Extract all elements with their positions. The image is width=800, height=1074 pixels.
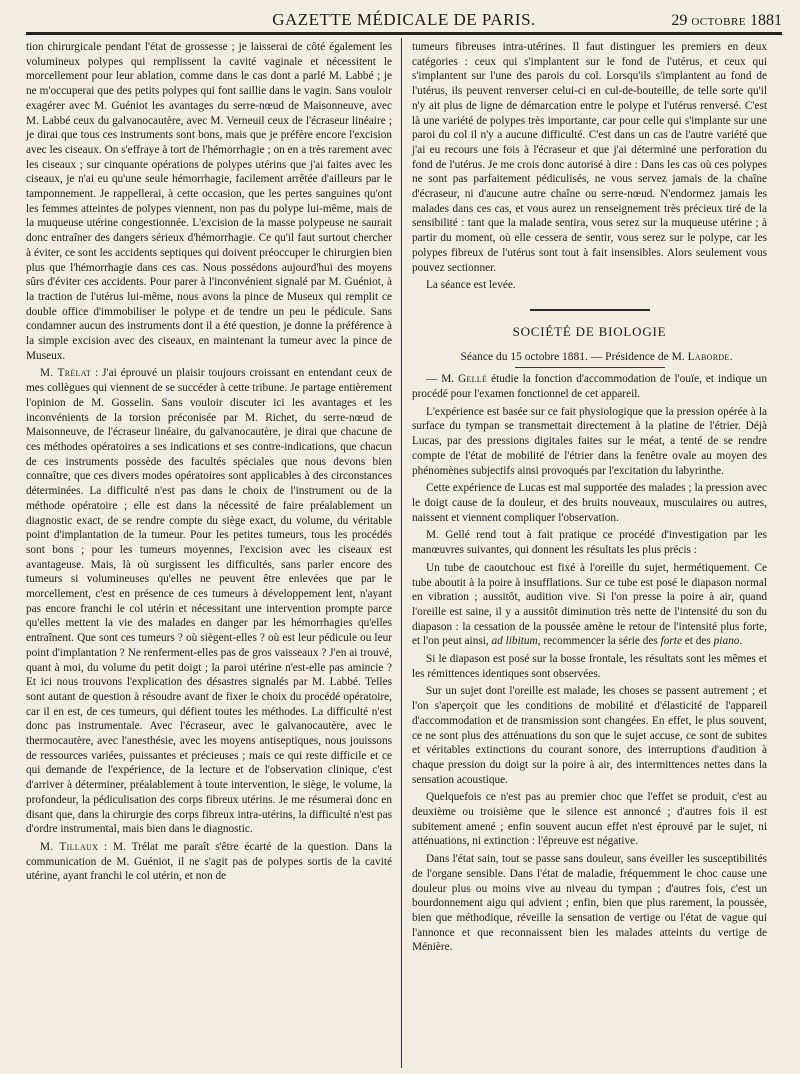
paragraph: M. Gellé rend tout à fait pratique ce procédé d'investigation par les manœuvres suivantes, qui donnent les résultats les plus précis : xyxy=(412,529,767,557)
paragraph: tion chirurgicale pendant l'état de grossesse ; je laisserai de côté également les volumineux polypes qui remplissent la cavité vaginale et nécessitent le morcellement pour leur ablation, comme dans le cas dont a parlé M. Labbé ; je ne m'occuperai que des petits polypes qui font saillie dans le vagin. Sans vouloir exagérer avec M. Guéniot les avantages du serre-nœud de Maisonneuve, avec M. Labbé ceux du galvanocautère, avec M. Verneuil ceux de l'écraseur linéaire ; je dirai que tous ces instruments sont bons, mais que je préfère encore l'excision avec les ciseaux. On s'effraye à tort de l'hémorrhagie ; on en a très rarement avec les ciseaux ; sur cinquante opérations de polypes utérins que j'ai faites avec les ciseaux, je n'ai eu qu'une seule hémorrhagie, facilement arrêtée d'ailleurs par le tamponnement. Je rappellerai, à cette occasion, que les pertes sanguines qu'ont les femmes atteintes de polypes viennent, non pas du polype lui-même, mais de la muqueuse utérine congestionnée. L'excision de la masse polypeuse ne saurait donc entraîner des dangers sérieux d'hémorrhagie. Ce qu'il faut surtout chercher à éviter, ce sont les accidents septiques qui doivent préoccuper le chirurgien bien plus que l'hémorrhagie dans ces cas. Nous possédons aujourd'hui des moyens sûrs d'éviter ces accidents. Pour parer à l'inconvénient signalé par M. Guéniot, à la traction de l'utérus lui-même, nous avons la pince de Museux qui remplit ce double office d'immobiliser le polype et de tendre un peu le pédicule. Sans condamner aucun des instruments dont il a été question, je donne la préférence à la simple excision avec des ciseaux, en maintenant la tumeur avec la pince de Museux. xyxy=(26,41,392,362)
issue-day: 29 xyxy=(671,12,688,29)
issue-year: 1881 xyxy=(750,12,782,29)
paragraph: Dans l'état sain, tout se passe sans douleur, sans éveiller les susceptibilités de l'organe sensible. Dans l'état de maladie, fréquemment le choc cause une douleur plus ou moins vive au niveau du tympan ; d'autres fois, c'est un bourdonnement aigu qui advient ; enfin, bien que plus rarement, la poussée, bien que méthodique, réveille la sensation de vertige ou l'état de vague qui l'annonce et que reconnaissent bien les malades atteints du vertige de Ménière. xyxy=(412,853,767,954)
italic-run: ad libitum xyxy=(491,635,538,648)
seance-line xyxy=(412,350,767,365)
text-run: et des xyxy=(681,635,714,648)
paragraph: tumeurs fibreuses intra-utérines. Il faut distinguer les premiers en deux catégories : ceux qui s'implantent sur le fond de l'utérus, et ceux qui s'implantent sur l'une des parois du col. Lorsqu'ils s'implantent au fond de l'utérus, ils peuvent renverser celui-ci en cul-de-bouteille, de telle sorte qu'il n'y ait plus de ligne de démarcation entre le polype et l'utérus renversé. C'est là une variété de polypes très importante, car pour celle qui s'implante sur une paroi du col il n'y a aucune difficulté. C'est dans un cas de l'autre variété que j'ai eu recours une fois à l'écraseur et que j'ai déterminé une perforation du fond de l'utérus. Je me crois donc autorisé à dire : Dans les cas où ces polypes ne sont pas parfaitement pédiculisés, ne vous servez jamais de la chaîne d'écraseur, ni d'aucune autre chaîne ou serre-nœud. N'endormez jamais les malades dans ces cas, et vous aurez un renseignement très précieux tiré de la sensibilité : tant que la malade sentira, vous serez sur la muqueuse utérine ; à partir du moment, où elle cessera de sentir, vous serez sur le polype, car les polypes fibreux de l'utérus sont tout à fait insensibles. Alors seulement vous pouvez sectionner. xyxy=(412,41,767,274)
seance-rule xyxy=(515,367,665,368)
text-run: . xyxy=(739,635,743,648)
seance-suffix: . xyxy=(729,350,733,363)
issue-month: OCTOBRE xyxy=(691,16,746,28)
dash-prefix: — M. xyxy=(426,373,458,386)
paragraph: Quelquefois ce n'est pas au premier choc que l'effet se produit, c'est au deuxième ou troisième que le silence est annoncé ; d'autres fois il est subitement amené ; enfin souvent aucun effet n'est éprouvé par le sujet, ni atténuations, ni extinction : l'épreuve est négative. xyxy=(412,791,767,848)
speaker-name: M. Trélat xyxy=(40,367,92,380)
speaker-text: : M. Trélat me paraît s'être écarté de la question. Dans la communication de M. Guéniot, il ne s'agit pas de polypes sortis de la cavité utérine, ayant franchi le col utérin, et non de xyxy=(26,840,392,883)
paragraph xyxy=(26,366,392,837)
speaker-name: M. Tillaux xyxy=(40,840,99,853)
president-name: Laborde xyxy=(687,350,730,363)
paragraph: Si le diapason est posé sur la bosse frontale, les résultats sont les mêmes et les rémittences identiques sont observées. xyxy=(412,653,767,680)
italic-run: piano xyxy=(713,635,740,648)
issue-date xyxy=(671,12,782,30)
running-header xyxy=(26,4,782,35)
paragraph xyxy=(26,840,392,884)
paragraph: Cette expérience de Lucas est mal supportée des malades ; la pression avec le doigt cause de la douleur, et des bruits nouveaux, musculaires ou autres, naissent et viennent compliquer l'observation. xyxy=(412,482,767,524)
paragraph xyxy=(412,561,767,649)
section-rule xyxy=(530,309,650,311)
journal-title: GAZETTE MÉDICALE DE PARIS. xyxy=(272,10,536,29)
paragraph xyxy=(412,372,767,401)
closing-line: La séance est levée. xyxy=(426,279,516,292)
speaker-text: : J'ai éprouvé un plaisir toujours croissant en entendant ceux de mes collègues qui viennent de se succéder à cette tribune. Je partage entièrement l'opinion de M. Gosselin. Sans vouloir discuter ici les avantages et les inconvénients de la torsion préconisée par M. Richet, du serre-nœud de Maisonneuve, de l'écraseur linéaire, du galvanocautère, je dirai que chacune de ces méthodes opératoires a ses indications et ses contre-indications, que chacun de ces instruments possède des facultés spéciales que nous devons bien connaître, que ces divers modes opératoires sont applicables à des circonstances déterminées. La difficulté n'est pas dans le choix de l'instrument ou de la méthode opératoire ; elle est dans la nécessité de faire préalablement un diagnostic exact, de se rendre compte du siège exact, du volume, du véritable point d'implantation de la tumeur. Pour les petites tumeurs, tous les procédés sont bons ; pour les tumeurs moyennes, l'excision avec les ciseaux est avantageuse. Mais, là où surgissent les difficultés, sans parler encore des tumeurs si volumineuses qu'elles ne peuvent être enlevées que par le morcellement, c'est en présence de ces tumeurs à développement lent, n'ayant pas encore franchi le col utérin et nécessitant une intervention prompte parce qu'elles mettent la vie des malades en danger par les hémorrhagies qu'elles entraînent. Que sont ces tumeurs ? où siègent-elles ? où est leur pédicule ou leur point d'implantation ? Ne renferment-elles pas de gros vaisseaux ? J'en ai trouvé, quant à moi, du volume du petit doigt ; la paroi utérine n'est-elle pas amincie ? Et ici nous trouvons l'explication des désastres signalés par M. Labbé. Telles sont autant de question à résoudre avant de fixer le choix du procédé opératoire, car il en est, de ces tumeurs, qui défient toutes les méthodes. La difficulté n'est donc pas instrumentale. Avec l'écraseur, avec le galvanocautère, avec le thermocautère, avec l'anesthésie, avec les moyens antiseptiques, nous jouissons de ressources variées, puissantes et précieuses ; mais ce qui reste difficile et ce qui demande de l'expérience, de la lecture et de l'observation clinique, c'est d'arriver à déterminer, préalablement à toute intervention, le siège, le volume, la profondeur, la pédiculisation des corps fibreux utérins. Je me résumerai donc en disant que, dans la chirurgie des corps fibreux intra-utérins, la difficulté n'est pas d'ordre instrumental, mais bien dans le diagnostic. xyxy=(26,367,392,836)
section-title: SOCIÉTÉ DE BIOLOGIE xyxy=(512,323,667,339)
italic-run: forte xyxy=(660,635,682,648)
paragraph: Sur un sujet dont l'oreille est malade, les choses se passent autrement ; et l'on s'aperçoit que les conditions de mobilité et d'élasticité de l'appareil d'accommodation et de transmission sont changées. En effet, le plus souvent, ce ne sont plus des atténuations du son que le sujet accuse, ce sont de subites et véritables extinctions du courant sonore, des interruptions d'audition à chaque pression du doigt sur la poire à air, des intermittences nettes dans la sensation acoustique. xyxy=(412,685,767,786)
left-column xyxy=(26,40,392,887)
speaker-name: Gellé xyxy=(457,373,488,386)
paragraph: L'expérience est basée sur ce fait physiologique que la pression opérée à la surface du tympan se transmettait directement à la platine de l'étrier. Déjà Lucas, par des pressions digitales faites sur le méat, a tenté de se rendre compte de l'état de mobilité de l'étrier dans la fenêtre ovale au moyen des phénomènes subjectifs ainsi provoqués par l'excitation du labyrinthe. xyxy=(412,405,767,477)
column-divider xyxy=(401,38,402,1068)
seance-prefix: Séance du 15 octobre 1881. — Présidence de M. xyxy=(460,350,688,363)
text-run: Un tube de caoutchouc est fixé à l'oreille du sujet, hermétiquement. Ce tube aboutit à la poire à insufflations. Sur ce tube est posé le diapason normal en vibration ; aussitôt, audition vive. Si l'on presse la poire à air, quand l'oreille est saine, il y a aussitôt diminution très nette de l'intensité du son du diapason : la cessation de la poussée amène le retour de l'intensité plus forte, et l'on peut ainsi, xyxy=(412,561,767,648)
right-column xyxy=(412,40,767,958)
speaker-text: étudie la fonction d'accommodation de l'ouïe, et indique un procédé pour l'examen fonctionnel de cet appareil. xyxy=(412,373,767,401)
text-run: , recommencer la série des xyxy=(537,635,661,648)
